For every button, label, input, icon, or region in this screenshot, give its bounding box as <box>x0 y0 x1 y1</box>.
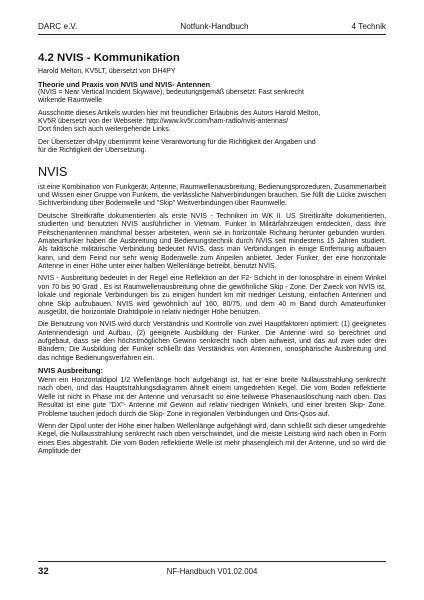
page-number: 32 <box>38 566 49 577</box>
translator-disclaimer <box>38 139 386 156</box>
page-footer <box>38 561 386 578</box>
header-title: Notfunk-Handbuch <box>180 22 249 31</box>
ausbreitung-heading: NVIS Ausbreitung: <box>38 366 104 376</box>
page-header <box>38 22 386 35</box>
ausbreitung-paragraph: Wenn ein Horizontaldipol 1/2 Wellenlänge hoch aufgehängt ist, hat er eine breite Nullausstrahlung senkrecht nach oben, und das Hauptstrahlungsdiagramm ähnelt einem umgedrehten Kegel. Die vom Boden reflektierte Welle ist nicht in Phase mit der Antenne und verursacht so eine teilweise Phasenauslöschung nach oben. Das Resultat ist eine gute "DX"- Antenne mit Gewinn auf relativ niedrigen Winkeln, und einer breiten Skip- Zone. Probleme tauchen jedoch durch die Skip- Zone in regionalen Verbindungen und Orts-Qsos auf. <box>38 377 386 418</box>
nvis-heading: NVIS <box>38 164 68 179</box>
nvis-definition-note <box>38 89 386 106</box>
nvis-paragraph: NVIS - Ausbreitung bedeutet in der Regel eine Reflektion an der F2- Schicht in der Ionosphäre in einem Winkel von 70 bis 90 Grad . Es ist Raumwellenausbreitung ohne die gewöhnliche Skip - Zone. Der Zweck von NVIS ist, lokale und regionale Verbindungen bis zu einigen hundert km mit niedriger Leistung, einfachen Antennen und ohne Skip aufzubauen. NVIS wird gewöhnlich auf 160, 80/75, und dem 40 m Band durch Amateurfunker ausgeübt, die horizontale Drahtdipole in relativ niedriger Höhe benutzen. <box>38 275 386 316</box>
header-org: DARC e.V. <box>38 22 78 31</box>
permission-line: Ausschnitte dieses Artikels wurden hier mit freundlicher Erlaubnis des Autors Harold Melton, <box>38 109 321 117</box>
footer-version: NF-Handbuch V01.02.004 <box>166 567 258 576</box>
nvis-paragraph: Die Benutzung von NVIS wird durch Verständnis und Kontrolle von zwei Hauptfaktoren optimiert: (1) geeignetes Antennendesign und Aufbau, (2) geeignete Ausbildung der Funker. Die Antenne wird so berechnet und aufgebaut, dass sie den höchstmöglichen Gewinn senkrecht nach oben aufweist, und das auf zwei oder drei Bändern; Die Ausbildung der Funker schließt das Verständnis von Antennen, ionosphärische Ausbreitung und das richtige Bedienungsverfahren ein. <box>38 321 386 362</box>
disclaimer-line: für die Richtigkeit der Übersetzung. <box>38 147 147 155</box>
page-content <box>38 52 386 461</box>
permission-line: KV5R übersetzt von der Webseite: http://www.kv5r.com/ham-radio/nvis-antennas/ <box>38 118 289 126</box>
note-line: (NVIS = Near Vertical Incident Skywave), bedeutungsgemäß übersetzt: Fast senkrecht <box>38 88 304 96</box>
nvis-paragraph: Deutsche Streitkräfte dokumentierten als erste NVIS - Techniken im WK II. US Streitkräfte dokumentierten, studierten und benutzten NVIS ausführlicher in Vietnam. Funker in Militärfahrzeugen entdeckten, dass ihre Peitschenantennen manchmal besser arbeiteten, wenn sie in horizontale Richtung herunter gebunden wurden. Amateurfunker haben die Ausbreitung und Bedienungstechnik durch NVIS seit mindestens 15 Jahren studiert. Als taktische militärische Verbindung bedeutet NVIS, dass man Verbindungen in einige Entfernung aufbauen kann, und dem Feind nur sehr wenig Bodenwelle zum Anpeilen anbietet. Jeder Funker, der eine horizontale Antenne in einer Höhe unter einer halben Wellenlänge betreibt, benutzt NVIS. <box>38 212 386 270</box>
disclaimer-line: Der Übersetzer dh4py übernimmt keine Verantwortung für die Richtigkeit der Angaben und <box>38 138 316 146</box>
ausbreitung-paragraph: Wenn der Dipol unter der Höhe einer halben Wellenlänge aufgehängt wird, dann schließt sich dieser umgedrehte Kegel, die Nullausstrahlung senkrecht nach oben verschwindet, und die meiste Leistung wird nach oben in Form eines Eies abgestrahlt. Die vom Boden reflektierte Welle ist mehr phasengleich mit der Antenne, und so wird die Amplitude der <box>38 423 386 456</box>
article-title: Theorie und Praxis von NVIS und NVIS- Antennen <box>38 79 211 89</box>
nvis-paragraph: ist eine Kombination von Funkgerät, Antenne, Raumwellenausbreitung, Bedienungsprozeduren, Zusammenarbeit und Wissen einer Gruppe von Funkern, die verlässliche Nahverbindungen brauchen. Sie füllt die Lücke zwischen Sichtverbindung über Bodenwelle und "Skip" Weitverbindungen über Raumwelle. <box>38 183 386 208</box>
header-chapter: 4 Technik <box>351 22 386 31</box>
permission-note <box>38 110 386 135</box>
section-title: 4.2 NVIS - Kommunikation <box>38 52 180 64</box>
note-line: wirkende Raumwelle <box>38 97 103 105</box>
permission-line: Dort finden sich auch weitergehende Links. <box>38 126 171 134</box>
byline: Harold Melton, KV5LT, übersetzt von DH4PY <box>38 68 176 75</box>
